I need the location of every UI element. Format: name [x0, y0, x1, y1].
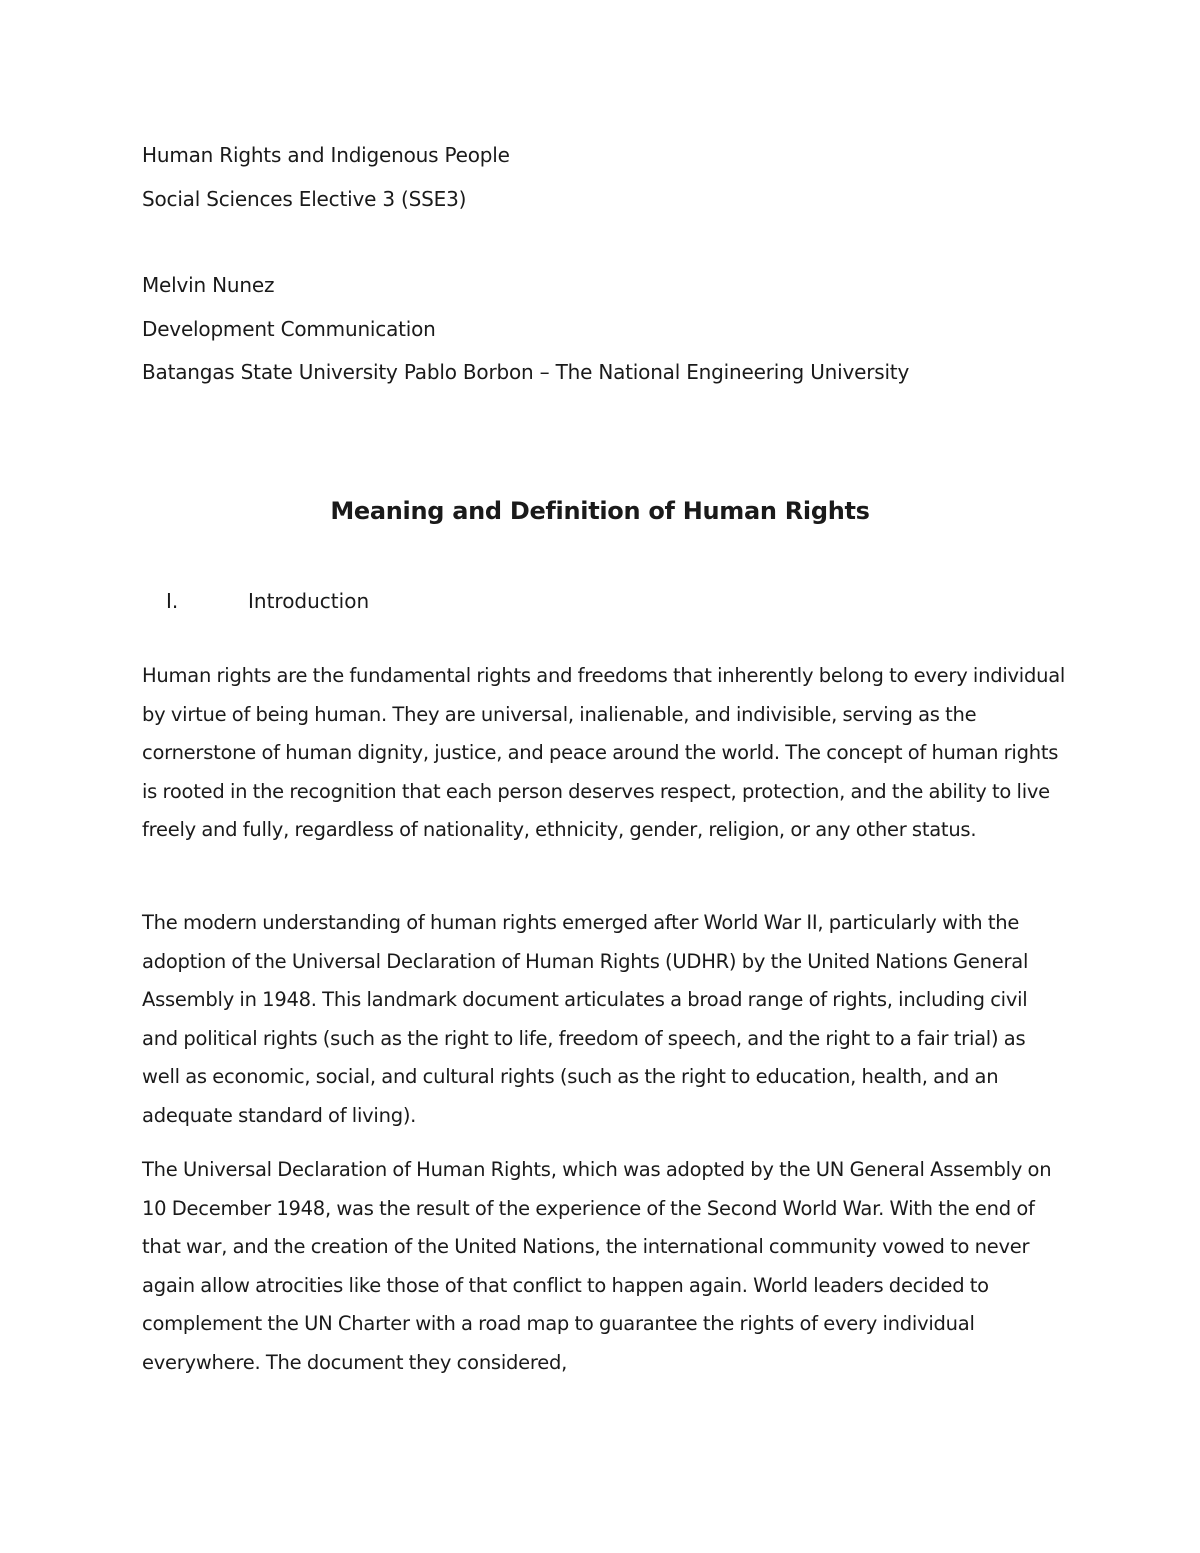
section-label: Introduction: [248, 589, 370, 613]
program-name: Development Communication: [142, 317, 436, 341]
section-number: I.: [166, 589, 179, 613]
body-paragraph: The Universal Declaration of Human Rights, which was adopted by the UN General Assembly on 10 December 1948, was the result of the experience of the Second World War. With the end of that war, and the creation of the United Nations, the international community vowed to never again allow atrocities like those of that conflict to happen again. World leaders decided to complement the UN Charter with a road map to guarantee the rights of every individual everywhere. The document they considered,: [142, 1158, 1052, 1374]
body-paragraph: The modern understanding of human rights emerged after World War II, particularly with the adoption of the Universal Declaration of Human Rights (UDHR) by the United Nations General Assembly in 1948. This landmark document articulates a broad range of rights, including civil and political rights (such as the right to life, freedom of speech, and the right to a fair trial) as well as economic, social, and cultural rights (such as the right to education, health, and an adequate standard of living).: [142, 911, 1029, 1127]
course-title: Human Rights and Indigenous People: [142, 143, 510, 167]
author-name: Melvin Nunez: [142, 273, 275, 297]
institution-name: Batangas State University Pablo Borbon – The National Engineering University: [142, 360, 910, 384]
course-code: Social Sciences Elective 3 (SSE3): [142, 187, 467, 211]
body-paragraph: Human rights are the fundamental rights and freedoms that inherently belong to every individual by virtue of being human. They are universal, inalienable, and indivisible, serving as the cornerstone of human dignity, justice, and peace around the world. The concept of human rights is rooted in the recognition that each person deserves respect, protection, and the ability to live freely and fully, regardless of nationality, ethnicity, gender, religion, or any other status.: [142, 664, 1066, 842]
document-title: Meaning and Definition of Human Rights: [330, 497, 870, 525]
